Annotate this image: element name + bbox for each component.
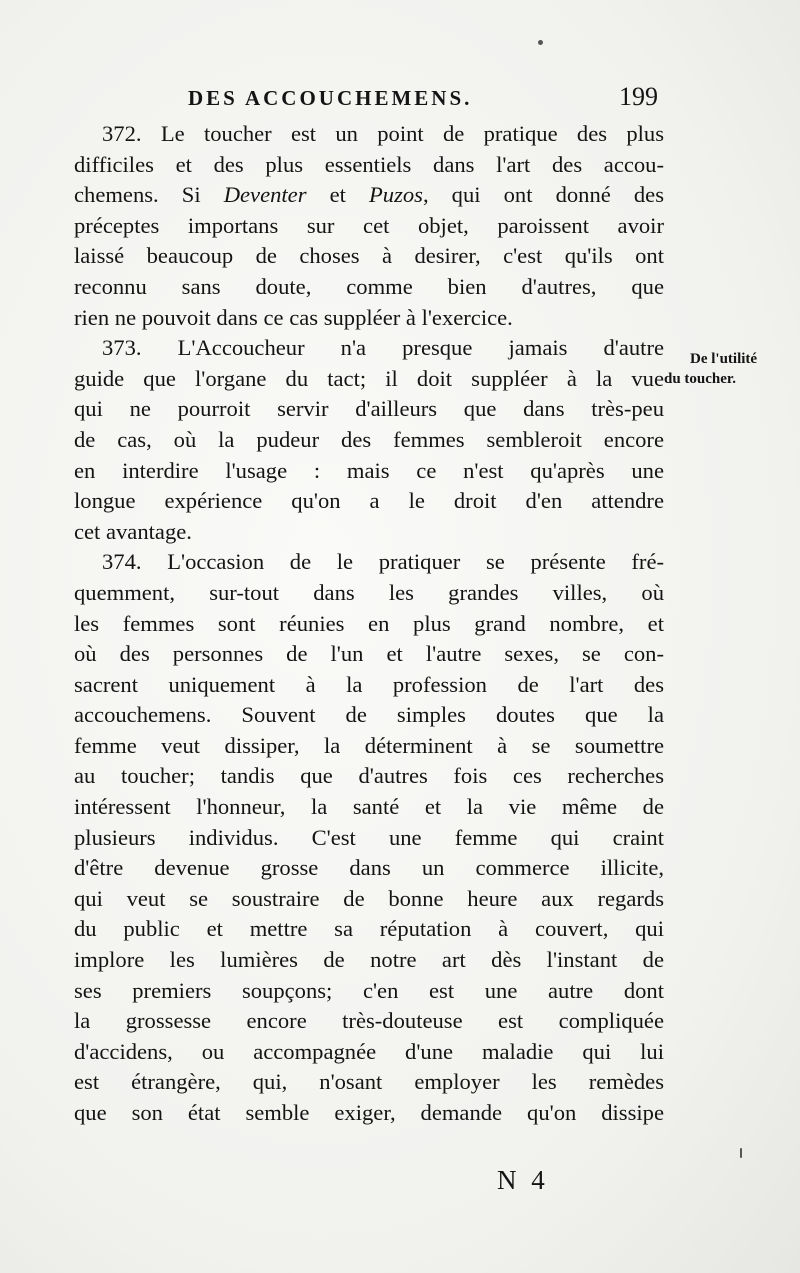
page-number: 199: [619, 82, 658, 111]
text-line: 374. L'occasion de le pratiquer se présente fré-: [102, 549, 664, 575]
text-line: ses premiers soupçons; c'en est une autre dont: [74, 977, 664, 1003]
text-line: plusieurs individus. C'est une femme qui craint: [74, 824, 664, 850]
text-line: reconnu sans doute, comme bien d'autres, que: [74, 273, 664, 299]
paper-speck: [740, 1148, 742, 1158]
text-line: qui ne pourroit servir d'ailleurs que dans très-peu: [74, 396, 664, 422]
text-line: quemment, sur-tout dans les grandes villes, où: [74, 579, 664, 605]
text-line: d'accidens, ou accompagnée d'une maladie qui lui: [74, 1038, 664, 1064]
text-line: guide que l'organe du tact; il doit suppléer à la vue: [74, 365, 664, 391]
text-line: de cas, où la pudeur des femmes sembleroit encore: [74, 426, 664, 452]
marginal-note: [664, 349, 792, 389]
text-line: en interdire l'usage : mais ce n'est qu'après une: [74, 457, 664, 483]
text-line: est étrangère, qui, n'osant employer les remèdes: [74, 1069, 664, 1095]
text-line: laissé beaucoup de choses à desirer, c'est qu'ils ont: [74, 243, 664, 269]
text-line: intéressent l'honneur, la santé et la vie même de: [74, 794, 664, 820]
body-text: [74, 119, 664, 1129]
page-header: [188, 82, 658, 114]
text-line: que son état semble exiger, demande qu'on dissipe: [74, 1100, 664, 1125]
paper-speck: [538, 40, 543, 45]
text-line: où des personnes de l'un et l'autre sexes, se con-: [74, 641, 664, 667]
text-line: les femmes sont réunies en plus grand nombre, et: [74, 610, 664, 636]
text-line: rien ne pouvoit dans ce cas suppléer à l'exercice.: [74, 304, 513, 330]
text-line: 373. L'Accoucheur n'a presque jamais d'autre: [102, 335, 664, 361]
text-line: préceptes importans sur cet objet, paroissent avoir: [74, 212, 664, 238]
signature-mark: N 4: [497, 1165, 549, 1195]
text-line: du public et mettre sa réputation à couvert, qui: [74, 916, 664, 942]
text-line: implore les lumières de notre art dès l'instant de: [74, 947, 664, 973]
text-line: 372. Le toucher est un point de pratique des plus: [102, 121, 664, 146]
text-line: chemens. Si Deventer et Puzos, qui ont donné des: [74, 182, 664, 208]
running-title: DES ACCOUCHEMENS.: [188, 86, 473, 110]
text-line: femme veut dissiper, la déterminent à se soumettre: [74, 732, 664, 758]
text-line: accouchemens. Souvent de simples doutes que la: [74, 702, 664, 728]
text-line: la grossesse encore très-douteuse est compliquée: [74, 1008, 664, 1034]
marginal-note-line: du toucher.: [664, 371, 736, 387]
text-line: d'être devenue grosse dans un commerce illicite,: [74, 855, 664, 881]
text-line: qui veut se soustraire de bonne heure aux regards: [74, 885, 664, 911]
marginal-note-line: De l'utilité: [690, 351, 758, 367]
text-line: difficiles et des plus essentiels dans l'art des accou-: [74, 151, 664, 177]
text-line: sacrent uniquement à la profession de l'art des: [74, 671, 664, 697]
text-line: longue expérience qu'on a le droit d'en attendre: [74, 488, 664, 514]
text-line: au toucher; tandis que d'autres fois ces recherches: [74, 763, 664, 789]
text-line: cet avantage.: [74, 518, 192, 544]
